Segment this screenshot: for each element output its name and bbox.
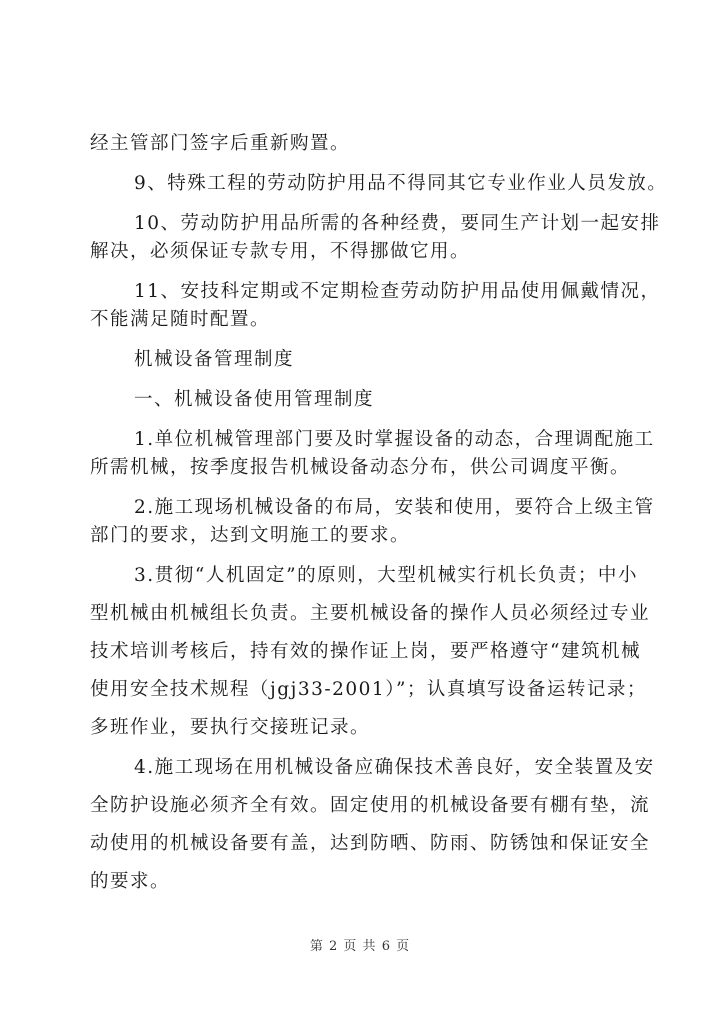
text-line: 经主管部门签字后重新购置。 [90,133,351,154]
item-10-line-1: 10、劳动防护用品所需的各种经费，要同生产计划一起安排 [134,213,661,234]
rule-3-line-4: 使用安全技术规程（jgj33-2001）”；认真填写设备运转记录； [90,679,647,700]
rule-1-line-2: 所需机械，按季度报告机械设备动态分布，供公司调度平衡。 [90,457,631,478]
rule-3-line-3: 技术培训考核后，持有效的操作证上岗，要严格遵守“建筑机械 [90,641,641,662]
item-11-line-2: 不能满足随时配置。 [90,309,271,330]
rule-3-line-1: 3.贯彻“人机固定”的原则，大型机械实行机长负责；中小 [134,565,638,586]
rule-4-line-1: 4.施工现场在用机械设备应确保技术善良好，安全装置及安 [134,757,655,778]
item-11-line-1: 11、安技科定期或不定期检查劳动防护用品使用佩戴情况， [134,281,661,302]
section-title: 机械设备管理制度 [134,349,295,370]
rule-4-line-4: 的要求。 [90,871,171,892]
rule-4-line-2: 全防护设施必须齐全有效。固定使用的机械设备要有棚有垫，流 [90,795,651,816]
document-body [90,130,668,896]
rule-4-line-3: 动使用的机械设备要有盖，达到防晒、防雨、防锈蚀和保证安全 [90,833,651,854]
rule-3-line-2: 型机械由机械组长负责。主要机械设备的操作人员必须经过专业 [90,603,651,624]
item-10-line-2: 解决，必须保证专款专用，不得挪做它用。 [90,241,471,262]
rule-3-line-5: 多班作业，要执行交接班记录。 [90,717,371,738]
item-9: 9、特殊工程的劳动防护用品不得同其它专业作业人员发放。 [134,173,668,194]
rule-1-line-1: 1.单位机械管理部门要及时掌握设备的动态，合理调配施工 [134,429,655,450]
rule-2-line-1: 2.施工现场机械设备的布局，安装和使用，要符合上级主管 [134,497,655,518]
rule-2-line-2: 部门的要求，达到文明施工的要求。 [90,525,411,546]
subsection-title: 一、机械设备使用管理制度 [134,389,375,410]
page-number: 第 2 页 共 6 页 [309,939,411,954]
